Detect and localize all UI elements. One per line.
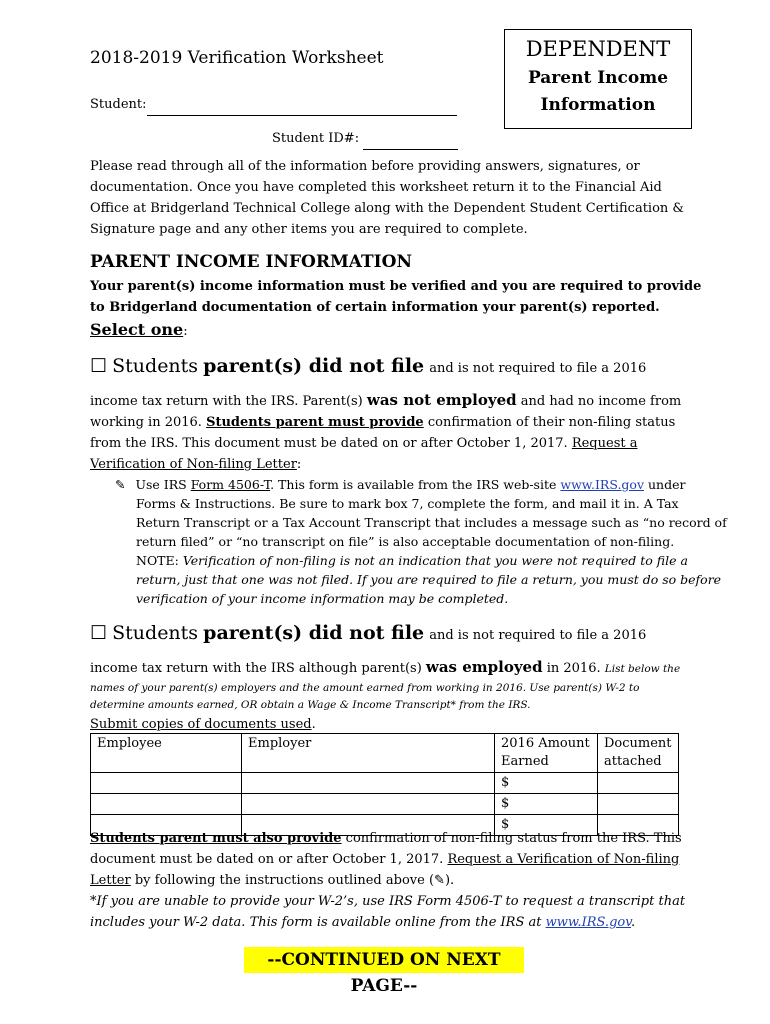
section-desc-2: to Bridgerland documentation of certain information your parent(s) reported. bbox=[90, 300, 660, 315]
student-input-line[interactable] bbox=[147, 94, 457, 116]
select-one-label: Select one bbox=[90, 320, 184, 339]
table-row bbox=[91, 773, 679, 794]
intro-line-3: Office at Bridgerland Technical College along with the Dependent Student Certification & bbox=[90, 201, 684, 216]
employer-table bbox=[90, 733, 679, 836]
cell-amount[interactable]: $ bbox=[495, 794, 598, 815]
cell-amount[interactable]: $ bbox=[495, 815, 598, 836]
pencil-icon: ✎ bbox=[115, 477, 126, 492]
table-row bbox=[91, 794, 679, 815]
bullet-line-5: NOTE: Verification of non-filing is not an indication that you were not required to file a bbox=[136, 553, 688, 568]
verification-letter-link[interactable]: Verification of Non-filing Letter bbox=[90, 457, 297, 472]
student-field bbox=[90, 94, 457, 116]
section-heading: PARENT INCOME INFORMATION bbox=[90, 252, 412, 272]
intro-line-2: documentation. Once you have completed this worksheet return it to the Financial Aid bbox=[90, 180, 662, 195]
option-1-line-5: Verification of Non-filing Letter: bbox=[90, 457, 302, 472]
select-one: Select one: bbox=[90, 320, 188, 339]
cell-employer[interactable] bbox=[242, 794, 495, 815]
after-line-1: Students parent must also provide confirmation of non-filing status from the IRS. This bbox=[90, 831, 682, 846]
cell-employer[interactable] bbox=[242, 773, 495, 794]
after-line-5: includes your W-2 data. This form is available online from the IRS at www.IRS.gov. bbox=[90, 915, 636, 930]
box-title: DEPENDENT bbox=[525, 37, 671, 61]
form-4506t-link[interactable]: Form 4506-T bbox=[190, 477, 271, 492]
option-1-line-2: income tax return with the IRS. Parent(s) was not employed and had no income from bbox=[90, 391, 682, 409]
cell-employee[interactable] bbox=[91, 773, 242, 794]
worksheet-title: 2018-2019 Verification Worksheet bbox=[90, 48, 384, 68]
request-link-2[interactable]: Request a Verification of Non-filing bbox=[447, 852, 680, 867]
option-1-heading: ☐ Students parent(s) did not file and is not required to file a 2016 bbox=[90, 355, 647, 377]
intro-line-1: Please read through all of the information before providing answers, signatures, or bbox=[90, 159, 640, 174]
box-subtitle-2: Information bbox=[540, 95, 656, 115]
continued-banner: --CONTINUED ON NEXT PAGE-- bbox=[244, 947, 524, 973]
option-1-checkbox[interactable]: ☐ bbox=[90, 355, 108, 377]
option-2-line-2: income tax return with the IRS although parent(s) was employed in 2016. List below the bbox=[90, 658, 681, 676]
cell-employee[interactable] bbox=[91, 794, 242, 815]
student-id-field bbox=[272, 128, 458, 150]
option-2-checkbox[interactable]: ☐ bbox=[90, 622, 108, 644]
bullet-line-2: Forms & Instructions. Be sure to mark box 7, complete the form, and mail it in. A Tax bbox=[136, 496, 679, 511]
cell-document[interactable] bbox=[598, 794, 679, 815]
box-subtitle-1: Parent Income bbox=[527, 68, 669, 88]
option-2-line-5: Submit copies of documents used. bbox=[90, 717, 316, 732]
option-1-line-3: working in 2016. Students parent must provide confirmation of their non-filing status bbox=[90, 415, 676, 430]
header-employee: Employee bbox=[91, 734, 242, 773]
header-employer: Employer bbox=[242, 734, 495, 773]
cell-amount[interactable]: $ bbox=[495, 773, 598, 794]
header-document: Document attached bbox=[598, 734, 679, 773]
request-link-1[interactable]: Request a bbox=[571, 436, 638, 451]
after-line-3: Letter by following the instructions outlined above (✎). bbox=[90, 873, 455, 888]
bullet-line-4: return filed” or “no transcript on file” is also acceptable documentation of non-filing. bbox=[136, 534, 675, 549]
irs-website-link[interactable]: www.IRS.gov bbox=[560, 477, 645, 492]
intro-line-4: Signature page and any other items you are required to complete. bbox=[90, 222, 528, 237]
option-2-heading: ☐ Students parent(s) did not file and is not required to file a 2016 bbox=[90, 622, 647, 644]
cell-document[interactable] bbox=[598, 773, 679, 794]
option-1-line-4: from the IRS. This document must be dated on or after October 1, 2017. Request a bbox=[90, 436, 638, 451]
after-line-2: document must be dated on or after October 1, 2017. Request a Verification of Non-filing bbox=[90, 852, 680, 867]
student-id-label: Student ID#: bbox=[272, 131, 360, 146]
bullet-line-7: verification of your income information may be completed. bbox=[136, 591, 509, 606]
dependent-box bbox=[504, 29, 692, 129]
bullet-line-6: return, just that one was not filed. If you are required to file a return, you must do so before bbox=[136, 572, 722, 587]
header-amount: 2016 Amount Earned bbox=[495, 734, 598, 773]
table-header-row bbox=[91, 734, 679, 773]
option-2-line-3: names of your parent(s) employers and the amount earned from working in 2016. Use parent(s) W-2 to bbox=[90, 682, 640, 694]
bullet-line-3: Return Transcript or a Tax Account Transcript that includes a message such as “no record of bbox=[136, 515, 727, 530]
irs-website-link[interactable]: www.IRS.gov bbox=[545, 915, 632, 930]
bullet-line-1: ✎ Use IRS Form 4506-T. This form is available from the IRS web-site www.IRS.gov under bbox=[115, 477, 686, 492]
after-line-4: *If you are unable to provide your W-2’s, use IRS Form 4506-T to request a transcript that bbox=[90, 894, 686, 909]
pencil-icon: ✎ bbox=[434, 873, 445, 888]
student-id-input-line[interactable] bbox=[363, 128, 458, 150]
student-label: Student: bbox=[90, 97, 147, 112]
letter-link[interactable]: Letter bbox=[90, 873, 131, 888]
section-desc-1: Your parent(s) income information must be verified and you are required to provide bbox=[90, 279, 702, 294]
option-2-line-4: determine amounts earned, OR obtain a Wage & Income Transcript* from the IRS. bbox=[90, 699, 531, 711]
